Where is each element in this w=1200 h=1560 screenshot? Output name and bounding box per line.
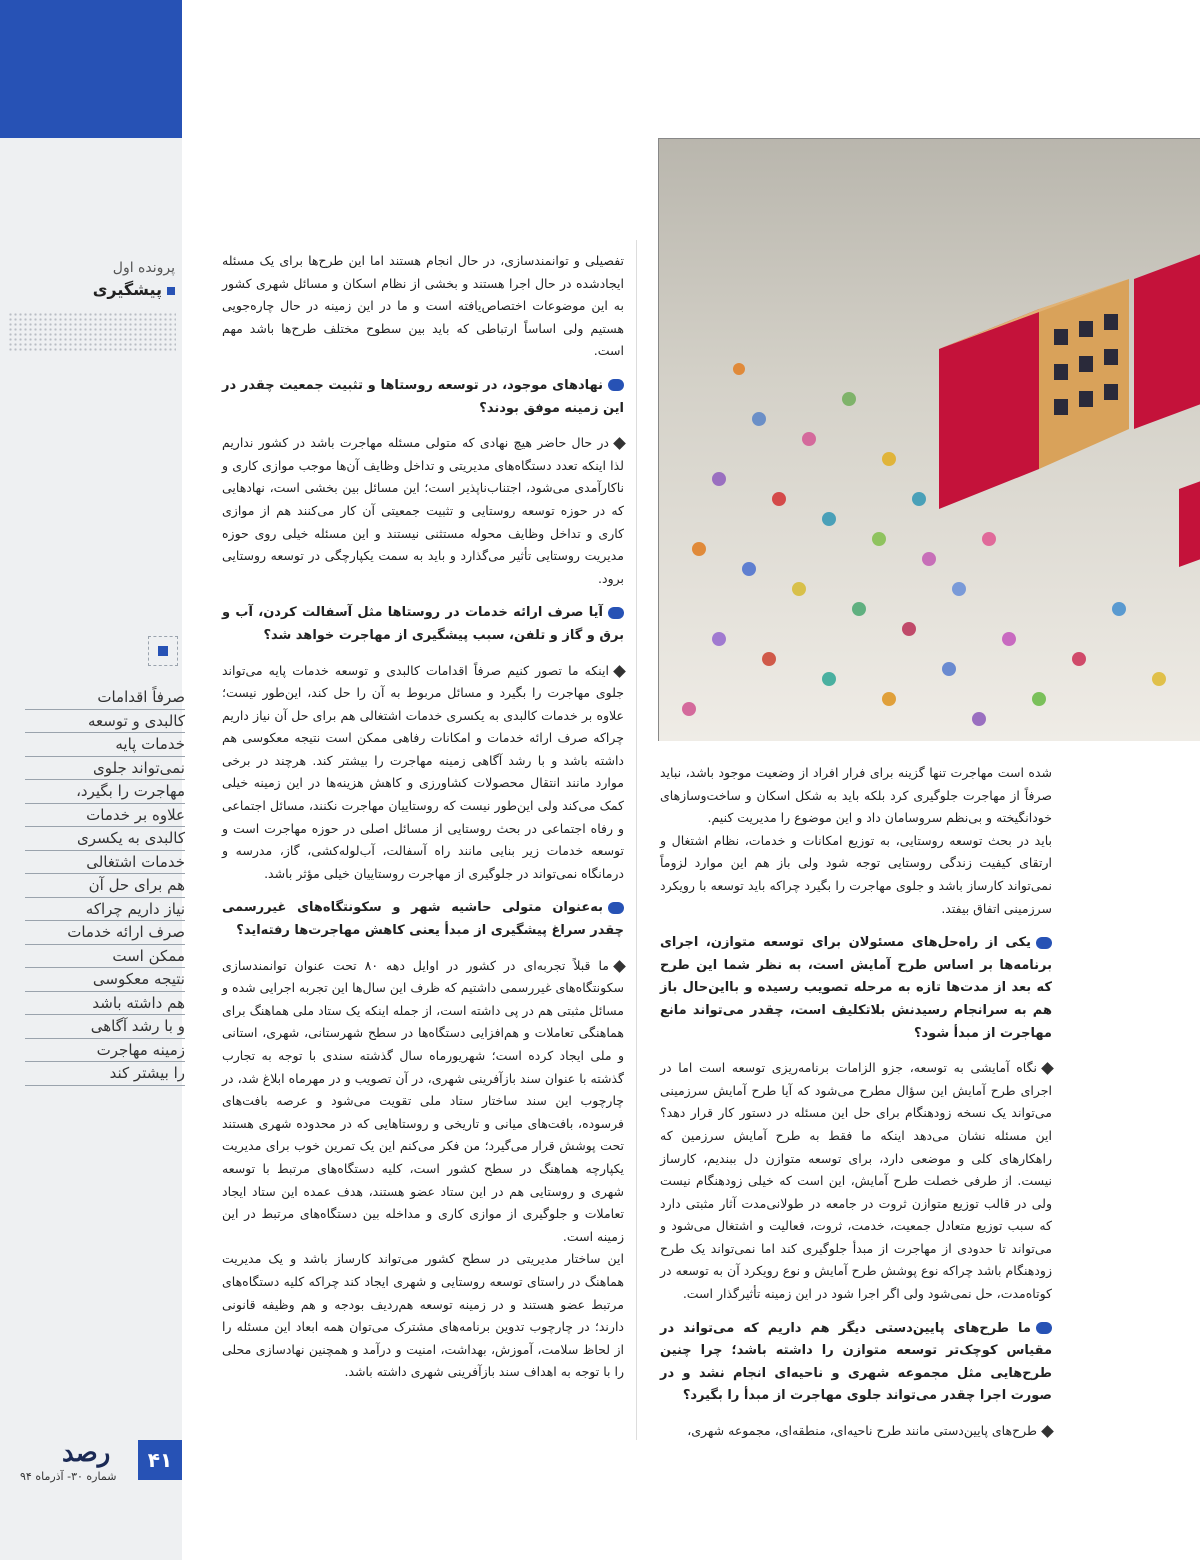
pull-quote-line: مهاجرت را بگیرد، <box>25 780 185 804</box>
answer-icon <box>1041 1425 1054 1438</box>
answer-text: نگاه آمایشی به توسعه، جزو الزامات برنامه‌ریزی توسعه است اما در اجرای طرح آمایش این سؤال مطرح می‌شود که آیا طرح آمایش سرزمینی می‌تواند یک نسخه زودهنگام برای حل این مسئله در دستور کار قرار دهد؟ این مسئله نشان می‌دهد اینکه ما فقط به طرح آمایش سرزمین که راهکارهای کلی و موضعی دارد، برای توسعه متوازن دل ببندیم، کارساز نیست. از طرفی خصلت طرح آمایش، این است که خیلی زودهنگام نیست ولی در قالب توزیع متوازن ثروت در جامعه در طولانی‌مدت آثار مثبتی دارد که سبب توزیع متعادل جمعیت، خدمت، ثروت، فعالیت و اشتغال می‌شود و می‌تواند تا حدودی از مهاجرت از مبدأ جلوگیری کند اما نمی‌تواند یک طرح زودهنگام باشد چراکه نوع پوشش طرح آمایش و نوع رویکرد آن به توسعه در کوتاه‌مدت، حل نمی‌شود ولی اگر اجرا شود در این زمینه تأثیرگذار است. <box>660 1060 1052 1302</box>
magazine-logo: رصد <box>62 1438 111 1468</box>
crowd-running-toward-train-illustration <box>658 138 1200 741</box>
pull-quote-line: کالبدی و توسعه <box>25 710 185 734</box>
pull-quote-line: هم برای حل آن <box>25 874 185 898</box>
question-icon <box>1036 1322 1052 1334</box>
question-text: به‌عنوان متولی حاشیه شهر و سکونتگاه‌های غیررسمی چقدر سراغ پیشگیری از مبدأ یعنی کاهش مهاجرت‌ها رفته‌اید؟ <box>222 900 624 939</box>
answer-icon <box>613 665 626 678</box>
issue-line: شماره ۳۰- آذرماه ۹۴ <box>20 1470 117 1483</box>
square-bullet-icon <box>167 287 175 295</box>
answer-text: در حال حاضر هیچ نهادی که متولی مسئله مهاجرت باشد در کشور نداریم لذا اینکه تعدد دستگاه‌های مدیریتی و تداخل وظایف آن‌ها موجب موازی کاری و ناکارآمدی می‌شود، اجتناب‌ناپذیر است؛ این مسائل بین بخشی است، نهادهایی که در حوزه توسعه روستایی و تثبیت جمعیتی آن کار می‌کنند هم از موازی کاری و تداخل وظایف محوله مستثنی نیستند و این مسئله خیلی روی حوزه مدیریت روستایی تأثیر می‌گذارد و باید به سمت یکپارچگی در توسعه روستایی برود. <box>222 435 624 586</box>
question-icon <box>608 379 624 391</box>
article-column-right <box>660 762 1052 1455</box>
paragraph: این ساختار مدیریتی در سطح کشور می‌تواند کارساز باشد و یک مدیریت هماهنگ در راستای توسعه روستایی و شهری ایجاد کند چراکه کلیه دستگاه‌های مرتبط عضو هستند و در زمینه توسعه هم‌ردیف بودجه و هم وظیفه قانونی دارند؛ در چارچوب تدوین برنامه‌های مشترک می‌توان همه ابعاد این مسئله را از لحاظ سلامت، آموزش، بهداشت، امنیت و درآمد و همچنین نهادسازی محلی را با توجه به اهداف سند بازآفرینی شهری داشته باشد. <box>222 1251 624 1380</box>
pull-quote-line: را بیشتر کند <box>25 1062 185 1086</box>
question-icon <box>608 607 624 619</box>
pull-quote-line: و با رشد آگاهی <box>25 1015 185 1039</box>
pull-quote-line: علاوه بر خدمات <box>25 804 185 828</box>
question-icon <box>1036 937 1052 949</box>
section-title-text: پیشگیری <box>92 280 162 299</box>
section-label-text: پرونده اول <box>112 260 175 276</box>
column-divider <box>636 240 637 1440</box>
question <box>222 375 624 420</box>
answer <box>222 432 624 590</box>
dot-pattern <box>8 312 176 352</box>
pull-quote-line: کالبدی به یکسری <box>25 827 185 851</box>
question <box>222 897 624 942</box>
answer <box>660 1057 1052 1306</box>
pull-quote-line: صرف ارائه خدمات <box>25 921 185 945</box>
question-text: ما طرح‌های پایین‌دستی دیگر هم داریم که می‌تواند در مقیاس کوچک‌تر توسعه متوازن را داشته باشد؛ چرا چنین طرح‌هایی مثل مجموعه شهری و ناحیه‌ای انجام نشد و در صورت اجرا چقدر می‌تواند جلوی مهاجرت از مبدأ را بگیرد؟ <box>660 1320 1052 1404</box>
paragraph: شده است مهاجرت تنها گزینه برای فرار افراد از وضعیت موجود باشد، نباید صرفاً از مهاجرت جلوگیری کرد بلکه باید به شکل اسکان و ساخت‌وسازهای خودانگیخته و بی‌نظم سروسامان داد و این موضوع را مدیریت کنیم. <box>660 765 1052 826</box>
answer <box>222 955 624 1249</box>
question-text: آیا صرف ارائه خدمات در روستاها مثل آسفالت کردن، آب و برق و گاز و تلفن، سبب پیشگیری از مهاجرت خواهد شد؟ <box>222 605 624 643</box>
answer-text: ما قبلاً تجربه‌ای در کشور در اوایل دهه ۸۰ تحت عنوان توانمندسازی سکونتگاه‌های غیررسمی داشتیم که ظرف این سال‌ها این تجربه اجرایی شده و مسائل مثبتی هم در پی داشته است، از جمله اینکه یک ستاد ملی هماهنگ برای هماهنگی تعاملات و هم‌افزایی دستگاه‌ها در سطح شهرستانی، شهری، استانی و ملی ایجاد کرده است؛ شهریورماه سال گذشته سندی با توجه به تجارب گذشته با عنوان سند بازآفرینی شهری، در آن تصویب و در مهرماه ابلاغ شد، در چارچوب این سند ساختار ستاد ملی تقویت می‌شود و عرصه بافت‌های فرسوده، بافت‌های میانی و تاریخی و روستاهایی که در محدوده شهری هستند تحت پوشش قرار می‌گیرد؛ من فکر می‌کنم این یک تمرین خوب برای مدیریت یکپارچه هماهنگ در سطح کشور است، کلیه دستگاه‌های مرتبط با توسعه شهری و روستایی هم در این ستاد عضو هستند، هدف عمده این ستاد ایجاد تعاملات و جلوگیری از موازی کاری و مداخله بین دستگاه‌های مرتبط در این زمینه است. <box>222 957 624 1244</box>
question-text: نهادهای موجود، در توسعه روستاها و تثبیت جمعیت چقدر در این زمینه موفق بودند؟ <box>222 377 624 416</box>
pull-quote-line: زمینه مهاجرت <box>25 1039 185 1063</box>
pull-quote-line: هم داشته باشد <box>25 992 185 1016</box>
answer-icon <box>1041 1062 1054 1075</box>
answer-text: طرح‌های پایین‌دستی مانند طرح ناحیه‌ای، منطقه‌ای، مجموعه شهری، <box>687 1423 1037 1439</box>
question <box>660 932 1052 1045</box>
pull-quote-line: خدمات پایه <box>25 733 185 757</box>
question <box>660 1318 1052 1408</box>
paragraph: تفصیلی و توانمندسازی، در حال انجام هستند اما این طرح‌ها برای یک مسئله ایجادشده در حال اجرا هستند و بخشی از نظام اسکان و مسائل شهری کشور به این موضوعات اختصاص‌یافته است و ما در این زمینه در حال چاره‌جویی هستیم ولی اساساً ارتباطی که باید بین سطوح مختلف طرح‌ها باشد مهم است. <box>222 253 624 359</box>
answer-text: اینکه ما تصور کنیم صرفاً اقدامات کالبدی و توسعه خدمات پایه می‌تواند جلوی مهاجرت را بگیرد و مسائل مربوط به آن را حل کند، این‌طور نیست؛ علاوه بر خدمات کالبدی به یکسری خدمات اشتغالی هم برای حل آن نیاز داریم چراکه صرف ارائه خدمات و امکانات رفاهی ممکن است نتیجه معکوسی هم داشته باشد و با رشد آگاهی زمینه مهاجرت را بیشتر کند. هرچند در برخی موارد مانند انتقال محصولات کشاورزی و کاهش هزینه‌ها در این زمینه خیلی کمک می‌کند ولی این‌طور نیست که روستاییان مهاجرت نکنند، مسائل اجتماعی و رفاه اجتماعی در بحث روستایی از مسائل اصلی در حوزه مهاجرت است و توسعه خدمات زیر بنایی مانند راه آسفالت، آب‌لوله‌کشی، گاز، مدرسه و درمانگاه نمی‌تواند در جلوگیری از مهاجرت روستاییان خیلی مؤثر باشد. <box>222 662 624 881</box>
header-color-block <box>0 0 182 138</box>
answer <box>222 660 624 886</box>
pull-quote-line: نمی‌تواند جلوی <box>25 757 185 781</box>
page-number: ۴۱ <box>138 1440 182 1480</box>
answer-icon <box>613 437 626 450</box>
question <box>222 602 624 647</box>
quote-marker-icon <box>148 636 178 666</box>
section-label <box>93 260 175 299</box>
pull-quote <box>25 686 185 1086</box>
pull-quote-line: خدمات اشتغالی <box>25 851 185 875</box>
question-icon <box>608 902 624 914</box>
illustration-svg <box>659 139 1200 741</box>
question-text: یکی از راه‌حل‌های مسئولان برای توسعه متوازن، اجرای برنامه‌ها بر اساس طرح آمایش است، به نظر شما این طرح که بعد از مدت‌ها تازه به مرحله تصویب رسیده و بااین‌حال باز هم به سرانجام رسیدنش بلاتکلیف است، چقدر می‌تواند مانع مهاجرت از مبدأ شود؟ <box>660 935 1052 1041</box>
answer <box>660 1420 1052 1443</box>
pull-quote-line: نیاز داریم چراکه <box>25 898 185 922</box>
pull-quote-line: ممکن است <box>25 945 185 969</box>
pull-quote-line: صرفاً اقدامات <box>25 686 185 710</box>
pull-quote-line: نتیجه معکوسی <box>25 968 185 992</box>
answer-icon <box>613 960 626 973</box>
paragraph: باید در بحث توسعه روستایی، به توزیع امکانات و خدمات، نظام اشتغال و ارتقای کیفیت زندگی روستایی توجه شود ولی باز هم این موارد لزوماً نمی‌تواند کارساز باشد و جلوی مهاجرت را بگیرد چراکه باید توسعه با رویکرد سرزمینی اتفاق بیفتد. <box>660 832 1052 916</box>
article-column-left <box>222 250 624 1396</box>
section-title <box>93 280 175 299</box>
